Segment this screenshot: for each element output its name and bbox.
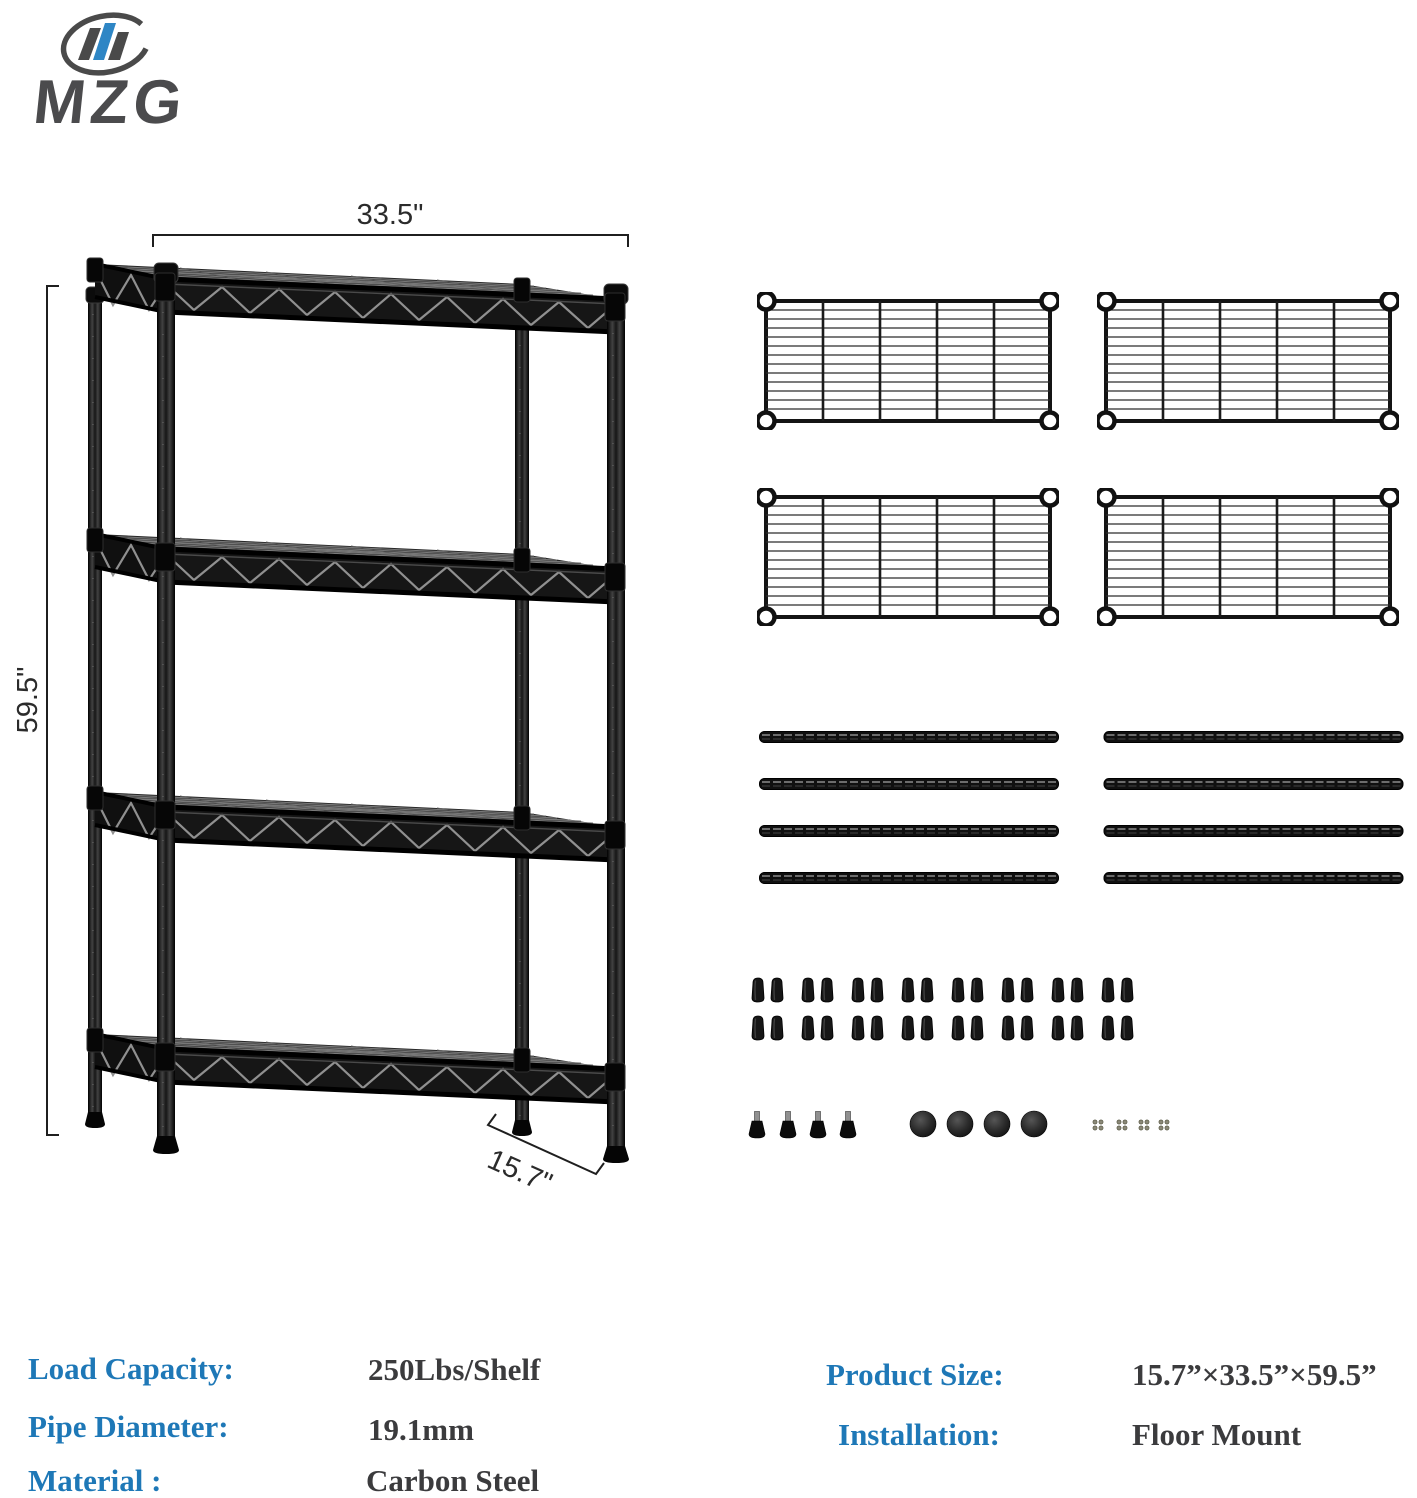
rack-back-posts xyxy=(85,287,532,1136)
post-foot xyxy=(85,1112,105,1128)
post-collar xyxy=(514,806,530,830)
spec-label-material: Material : xyxy=(28,1463,162,1498)
end-caps xyxy=(910,1111,1047,1137)
leveling-feet xyxy=(749,1112,856,1139)
locking-sleeve xyxy=(1021,978,1033,1002)
locking-sleeve xyxy=(802,978,814,1002)
locking-sleeve xyxy=(971,978,983,1002)
locking-sleeve xyxy=(921,978,933,1002)
end-cap xyxy=(1021,1111,1047,1137)
post-collar xyxy=(605,1063,625,1091)
post-collar xyxy=(87,1028,103,1052)
spec-value-load-capacity: 250Lbs/Shelf xyxy=(368,1352,541,1387)
locking-sleeve xyxy=(871,1016,883,1040)
wire-shelf-panel xyxy=(1098,293,1399,430)
screw-set xyxy=(1159,1120,1169,1130)
screw-set xyxy=(1093,1120,1103,1130)
end-cap xyxy=(984,1111,1010,1137)
wire-shelf-panels xyxy=(758,293,1399,626)
post-collar xyxy=(87,528,103,552)
post-collar xyxy=(514,548,530,572)
locking-sleeve xyxy=(952,1016,964,1040)
leveling-foot xyxy=(780,1112,796,1139)
shelving-unit-illustration xyxy=(0,180,700,1250)
rack-front-posts xyxy=(153,263,629,1163)
width-dimension-line xyxy=(153,235,628,247)
spec-value-material: Carbon Steel xyxy=(366,1463,540,1498)
post-collar xyxy=(605,563,625,591)
pole-segment xyxy=(1104,873,1403,884)
pole-segment xyxy=(760,732,1059,743)
width-dimension-label: 33.5" xyxy=(356,199,424,231)
leveling-foot xyxy=(749,1112,765,1139)
post-collar xyxy=(514,278,530,302)
spec-label-load-capacity: Load Capacity: xyxy=(28,1351,234,1386)
locking-sleeve xyxy=(902,1016,914,1040)
post-collar xyxy=(87,258,103,282)
post-foot xyxy=(603,1146,629,1163)
height-dimension-line xyxy=(47,286,59,1135)
post-collar xyxy=(605,293,625,321)
rack-post xyxy=(157,263,175,1136)
pole-segment xyxy=(1104,732,1403,743)
spec-label-installation: Installation: xyxy=(838,1417,1000,1452)
brand-name: MZG xyxy=(30,68,191,137)
locking-sleeve xyxy=(871,978,883,1002)
locking-sleeve xyxy=(1021,1016,1033,1040)
post-collar xyxy=(155,273,175,301)
post-foot xyxy=(153,1136,179,1154)
locking-sleeve xyxy=(1121,1016,1133,1040)
spec-label-pipe-diameter: Pipe Diameter: xyxy=(28,1409,229,1444)
locking-sleeve xyxy=(821,978,833,1002)
spec-value-installation: Floor Mount xyxy=(1132,1417,1302,1452)
pole-segment xyxy=(760,826,1059,837)
pole-segment xyxy=(1104,826,1403,837)
locking-sleeve xyxy=(852,978,864,1002)
brand-logo xyxy=(28,6,238,156)
wire-shelf-panel xyxy=(758,293,1059,430)
locking-sleeve xyxy=(902,978,914,1002)
screw-set xyxy=(1139,1120,1149,1130)
screw-set xyxy=(1117,1120,1127,1130)
locking-sleeve xyxy=(1102,978,1114,1002)
locking-sleeves xyxy=(752,978,1133,1040)
parts-diagram xyxy=(700,250,1417,1200)
post-collar xyxy=(605,821,625,849)
locking-sleeve xyxy=(752,978,764,1002)
post-collar xyxy=(155,1043,175,1071)
locking-sleeve xyxy=(952,978,964,1002)
locking-sleeve xyxy=(1052,978,1064,1002)
locking-sleeve xyxy=(771,1016,783,1040)
spec-value-pipe-diameter: 19.1mm xyxy=(368,1412,474,1447)
pole-segments xyxy=(760,732,1404,884)
post-foot xyxy=(512,1120,532,1136)
locking-sleeve xyxy=(1002,1016,1014,1040)
rack-post xyxy=(88,287,102,1112)
post-collar xyxy=(87,786,103,810)
locking-sleeve xyxy=(821,1016,833,1040)
pole-segment xyxy=(1104,779,1403,790)
pole-segment xyxy=(760,873,1059,884)
end-cap xyxy=(947,1111,973,1137)
leveling-foot xyxy=(810,1112,826,1139)
rack-post xyxy=(607,284,625,1146)
spec-label-product-size: Product Size: xyxy=(826,1357,1004,1392)
locking-sleeve xyxy=(852,1016,864,1040)
locking-sleeve xyxy=(971,1016,983,1040)
locking-sleeve xyxy=(1071,1016,1083,1040)
screw-sets xyxy=(1093,1120,1169,1130)
locking-sleeve xyxy=(771,978,783,1002)
locking-sleeve xyxy=(1071,978,1083,1002)
locking-sleeve xyxy=(1052,1016,1064,1040)
post-collar xyxy=(514,1048,530,1072)
locking-sleeve xyxy=(921,1016,933,1040)
height-dimension-label: 59.5" xyxy=(12,666,44,734)
post-collar xyxy=(155,801,175,829)
spec-value-product-size: 15.7”×33.5”×59.5” xyxy=(1132,1357,1377,1392)
wire-shelf-panel xyxy=(1098,489,1399,626)
emblem-m-mark xyxy=(78,23,129,60)
locking-sleeve xyxy=(1102,1016,1114,1040)
rack-post xyxy=(515,296,529,1120)
leveling-foot xyxy=(840,1112,856,1139)
wire-shelf-panel xyxy=(758,489,1059,626)
locking-sleeve xyxy=(802,1016,814,1040)
pole-segment xyxy=(760,779,1059,790)
locking-sleeve xyxy=(1121,978,1133,1002)
locking-sleeve xyxy=(752,1016,764,1040)
depth-dimension-label: 15.7" xyxy=(482,1143,557,1200)
post-collar xyxy=(155,543,175,571)
end-cap xyxy=(910,1111,936,1137)
locking-sleeve xyxy=(1002,978,1014,1002)
